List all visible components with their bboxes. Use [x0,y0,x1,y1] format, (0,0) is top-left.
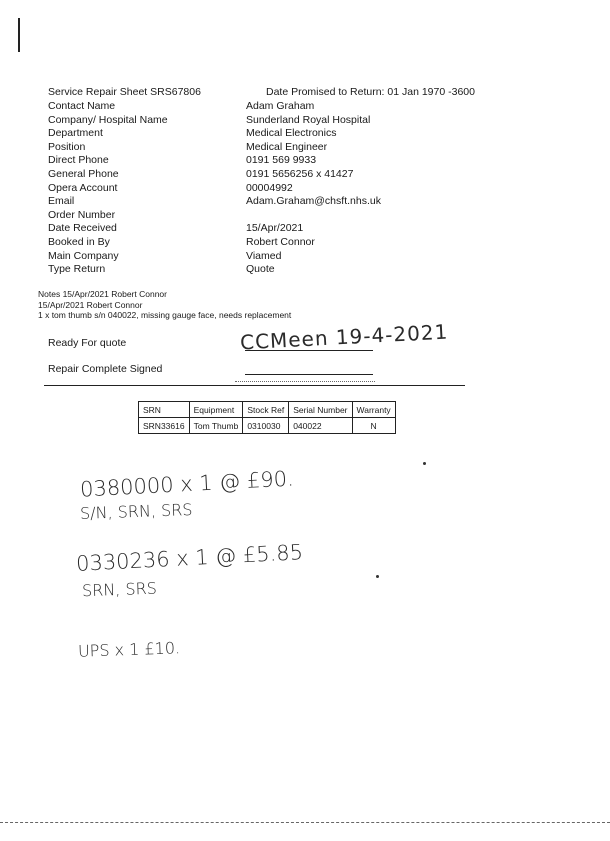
table-cell: SRN33616 [139,418,190,434]
field-value: Viamed [246,249,282,262]
table-cell: 0310030 [243,418,289,434]
field-value: Adam Graham [246,100,315,112]
field-value: 0191 5656256 x 41427 [246,167,354,180]
field-row [48,127,468,141]
field-value: Sunderland Royal Hospital [246,113,371,126]
field-value: Robert Connor [246,235,315,248]
section-divider [44,385,465,386]
notes-line: 1 x tom thumb s/n 040022, missing gauge face, needs replacement [38,310,292,320]
table-cell: Tom Thumb [189,418,243,434]
field-row [48,222,468,236]
field-label: Type Return [48,263,106,276]
contact-fields [48,100,468,277]
field-row [48,168,468,182]
field-label: Direct Phone [48,154,109,167]
field-row [48,263,468,277]
ready-for-quote-label: Ready For quote [48,337,127,349]
field-value: Medical Engineer [246,140,328,153]
field-value: Quote [246,263,275,276]
field-row [48,250,468,264]
field-row [48,100,468,114]
field-row [48,114,468,128]
field-value: 0191 569 9933 [246,154,317,167]
field-label: Booked in By [48,235,110,248]
table-header-cell: Equipment [189,402,243,418]
faint-divider [235,381,375,382]
field-label: Order Number [48,208,116,221]
table-header-row [139,402,396,418]
field-label: Department [48,127,103,140]
field-label: Main Company [48,249,119,262]
ready-signature-line [245,350,373,351]
table-header-cell: Warranty [352,402,395,418]
notes-block [38,289,291,321]
page-bottom-edge [0,822,610,823]
table-header-cell: Serial Number [289,402,352,418]
field-label: Date Received [48,222,117,235]
table-cell: N [352,418,395,434]
handwritten-line: UPS x 1 £10. [77,638,181,661]
equipment-table [138,401,396,434]
field-label: Company/ Hospital Name [48,113,168,126]
date-promised: Date Promised to Return: 01 Jan 1970 -3600 [266,86,475,98]
table-header-cell: SRN [139,402,190,418]
table-row [139,418,396,434]
field-label: Opera Account [48,181,118,194]
field-row [48,236,468,250]
field-row [48,141,468,155]
field-row [48,154,468,168]
field-label: Position [48,140,86,153]
handwritten-line: SRN, SRS [81,578,158,601]
notes-line: 15/Apr/2021 Robert Connor [38,299,143,310]
binding-mark [18,18,20,52]
table-cell: 040022 [289,418,352,434]
handwritten-line: 0330236 x 1 @ £5.85 [75,540,304,576]
repair-complete-label: Repair Complete Signed [48,363,163,375]
ink-dot [423,462,426,465]
field-row [48,195,468,209]
table-header-cell: Stock Ref [243,402,289,418]
handwritten-line: 0380000 x 1 @ £90. [79,466,295,502]
field-row [48,182,468,196]
ink-dot [376,575,379,578]
field-value: Medical Electronics [246,127,337,140]
field-value: Adam.Graham@chsft.nhs.uk [246,195,381,208]
handwritten-line: S/N, SRN, SRS [79,500,193,523]
notes-line: Notes 15/Apr/2021 Robert Connor [38,289,167,299]
field-value: 15/Apr/2021 [246,222,304,235]
sheet-title: Service Repair Sheet SRS67806 [48,86,201,98]
field-value: 00004992 [246,181,293,194]
field-label: General Phone [48,167,119,180]
field-label: Email [48,195,75,208]
field-row [48,209,468,223]
field-label: Contact Name [48,100,116,112]
handwritten-signature: CCMeen 19-4-2021 [239,319,449,355]
repair-signature-line [245,374,373,375]
